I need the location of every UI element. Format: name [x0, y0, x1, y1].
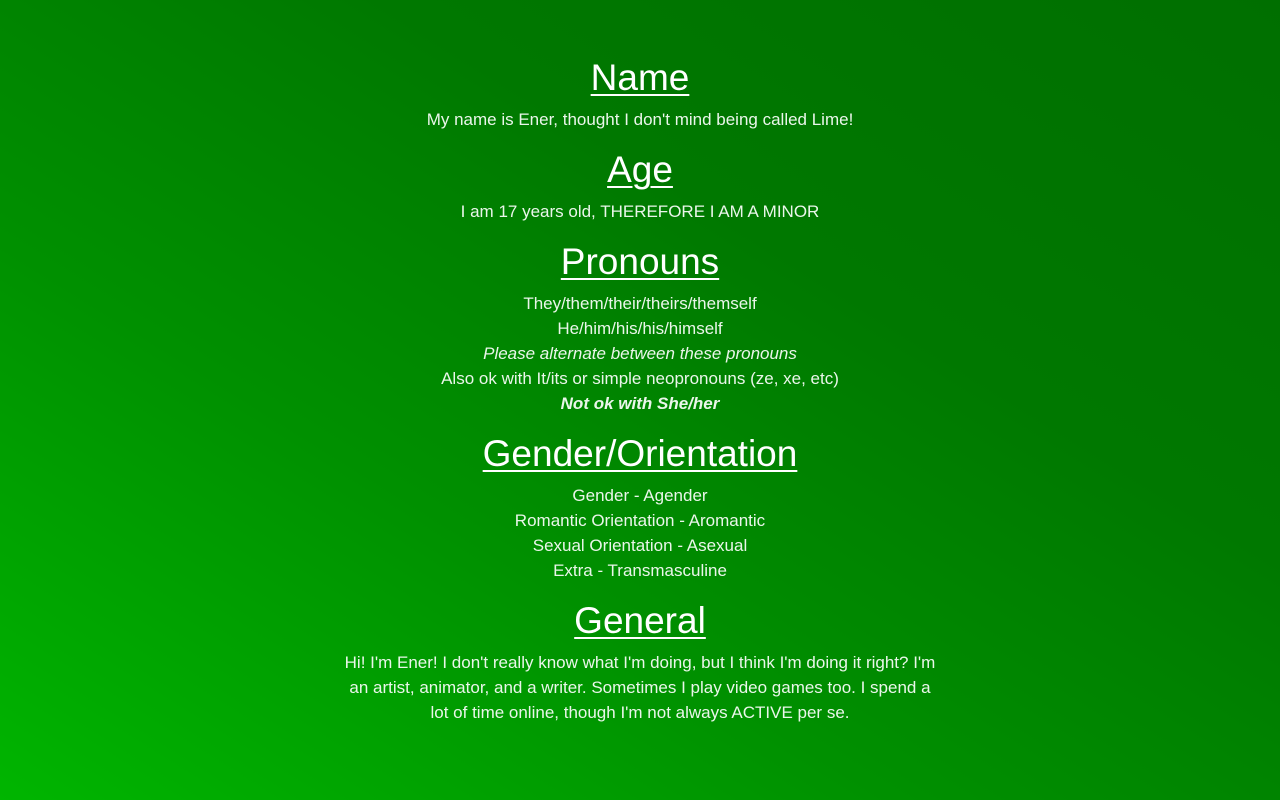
name-text: My name is Ener, thought I don't mind being called Lime! [426, 110, 854, 129]
pronoun-note-alternate: Please alternate between these pronouns [483, 344, 797, 363]
section-general [340, 600, 940, 725]
age-heading: Age [607, 149, 673, 190]
gender-heading: Gender/Orientation [482, 433, 798, 474]
section-gender-orientation [340, 433, 940, 583]
pronoun-line-not-ok: Not ok with She/her [560, 394, 720, 413]
pronouns-heading: Pronouns [560, 241, 720, 282]
pronoun-line-they: They/them/their/theirs/themself [523, 294, 757, 313]
extra-line: Extra - Transmasculine [553, 561, 727, 580]
name-heading: Name [590, 57, 690, 98]
sexual-orientation-line: Sexual Orientation - Asexual [532, 536, 748, 555]
romantic-orientation-line: Romantic Orientation - Aromantic [514, 511, 766, 530]
age-text: I am 17 years old, THEREFORE I AM A MINOR [460, 202, 820, 221]
section-name [340, 57, 940, 132]
profile-page [340, 0, 940, 725]
pronoun-line-also-ok: Also ok with It/its or simple neopronouns (ze, xe, etc) [441, 369, 839, 388]
pronoun-line-he: He/him/his/his/himself [557, 319, 723, 338]
general-paragraph: Hi! I'm Ener! I don't really know what I'm doing, but I think I'm doing it right? I'm an artist, animator, and a writer. Sometimes I play video games too. I spend a lot of time online, though I'm not always ACTIVE per se. [344, 653, 936, 722]
section-pronouns [340, 241, 940, 416]
general-heading: General [574, 600, 706, 641]
gender-line: Gender - Agender [572, 486, 708, 505]
section-age [340, 149, 940, 224]
